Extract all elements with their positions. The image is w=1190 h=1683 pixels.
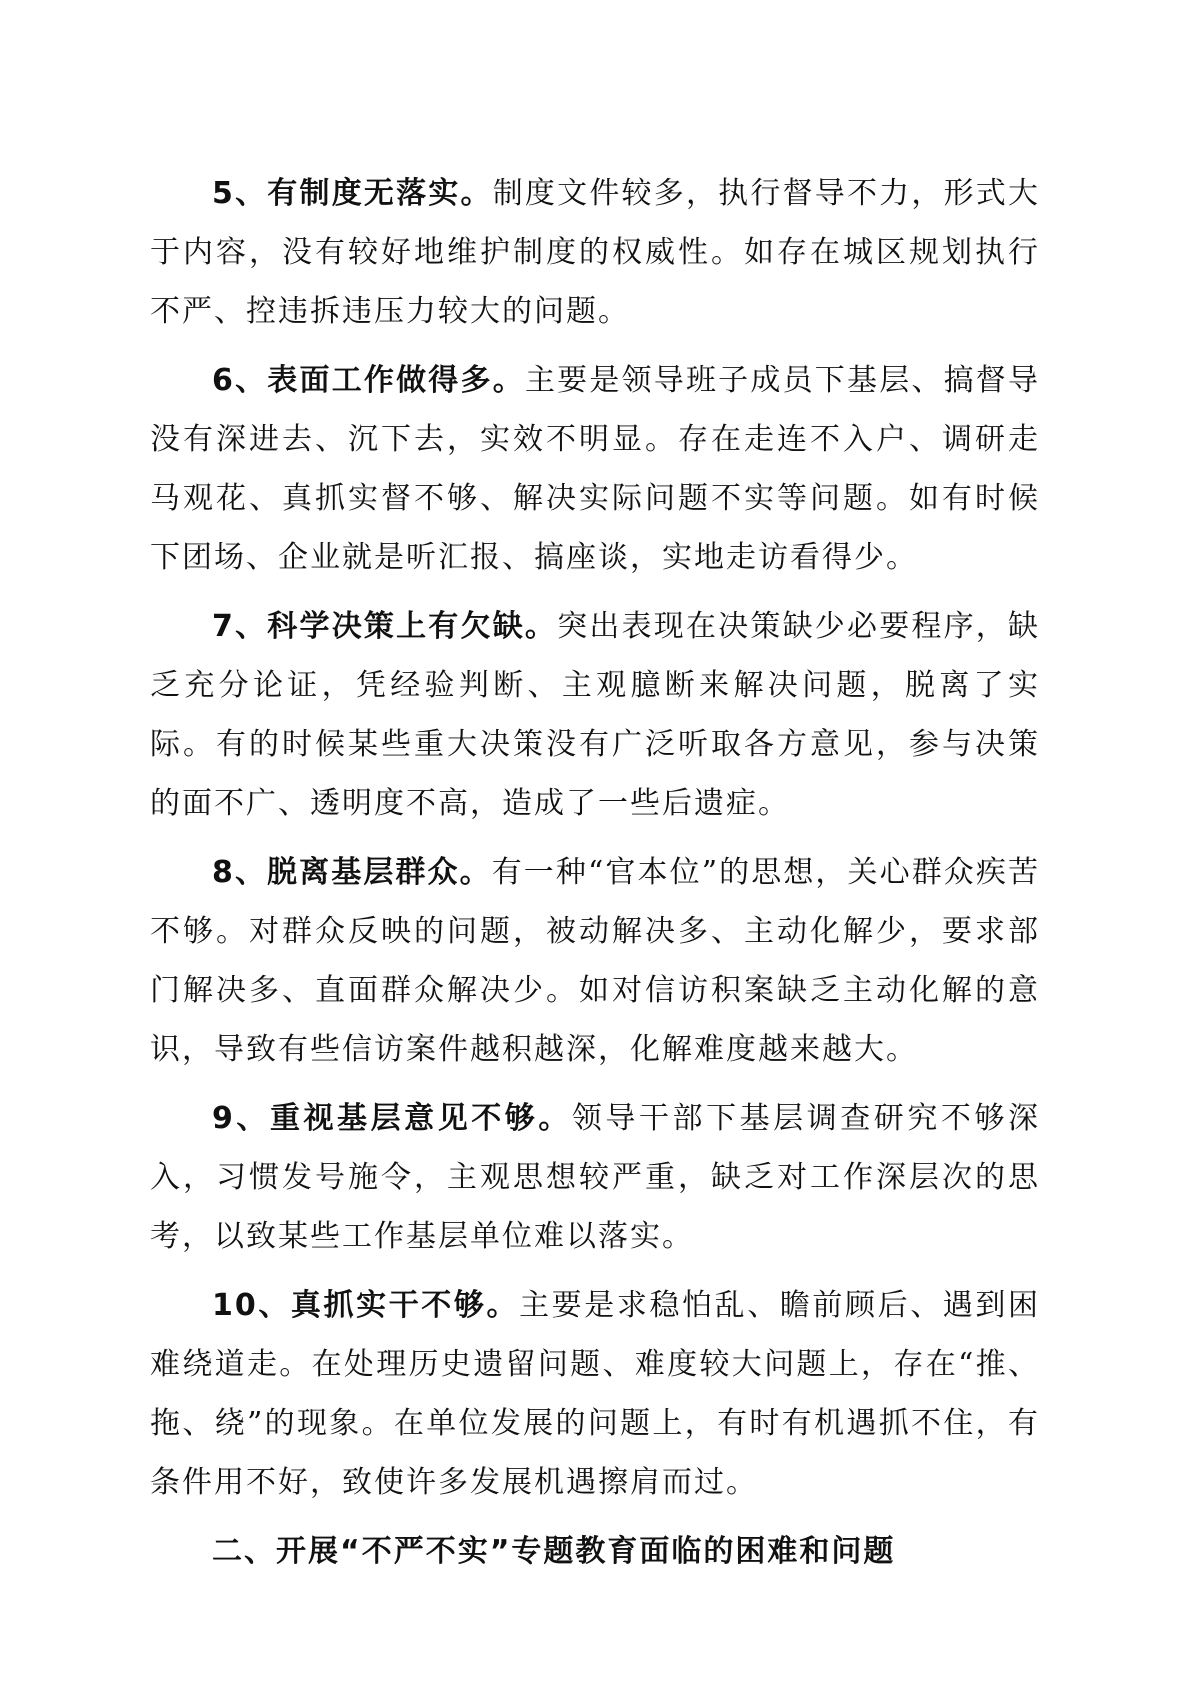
- paragraph-body: 制度文件较多，执行督导不力，形式大于内容，没有较好地维护制度的权威性。如存在城区规划执行不严、控违拆违压力较大的问题。: [150, 176, 1040, 329]
- paragraph-10: [150, 1276, 1040, 1512]
- paragraph-body: 主要是领导班子成员下基层、搞督导没有深进去、沉下去，实效不明显。存在走连不入户、调研走马观花、真抓实督不够、解决实际问题不实等问题。如有时候下团场、企业就是听汇报、搞座谈，实地走访看得少。: [150, 363, 1041, 575]
- paragraph-lead: 5、有制度无落实。: [212, 176, 493, 211]
- paragraph-lead: 8、脱离基层群众。: [212, 855, 492, 890]
- paragraph-lead: 7、科学决策上有欠缺。: [212, 609, 558, 644]
- paragraph-lead: 6、表面工作做得多。: [212, 363, 525, 398]
- paragraph-body: 突出表现在决策缺少必要程序，缺乏充分论证，凭经验判断、主观臆断来解决问题，脱离了实际。有的时候某些重大决策没有广泛听取各方意见，参与决策的面不广、透明度不高，造成了一些后遗症。: [150, 609, 1041, 821]
- section-heading: 二、开展“不严不实”专题教育面临的困难和问题: [212, 1534, 896, 1569]
- paragraph-body: 有一种“官本位”的思想，关心群众疾苦不够。对群众反映的问题，被动解决多、主动化解少，要求部门解决多、直面群众解决少。如对信访积案缺乏主动化解的意识，导致有些信访案件越积越深，化解难度越来越大。: [150, 855, 1040, 1067]
- paragraph-8: [150, 843, 1040, 1079]
- paragraph-lead: 10、真抓实干不够。: [212, 1288, 520, 1323]
- paragraph-7: [150, 597, 1040, 833]
- paragraph-6: [150, 351, 1040, 587]
- paragraph-body: 主要是求稳怕乱、瞻前顾后、遇到困难绕道走。在处理历史遗留问题、难度较大问题上，存在“推、拖、绕”的现象。在单位发展的问题上，有时有机遇抓不住，有条件用不好，致使许多发展机遇擦肩而过。: [150, 1288, 1040, 1500]
- document-page: [150, 164, 1040, 1581]
- paragraph-lead: 9、重视基层意见不够。: [212, 1101, 572, 1136]
- paragraph-body: 领导干部下基层调查研究不够深入，习惯发号施令，主观思想较严重，缺乏对工作深层次的思考，以致某些工作基层单位难以落实。: [150, 1101, 1040, 1254]
- paragraph-9: [150, 1089, 1040, 1266]
- paragraph-5: [150, 164, 1040, 341]
